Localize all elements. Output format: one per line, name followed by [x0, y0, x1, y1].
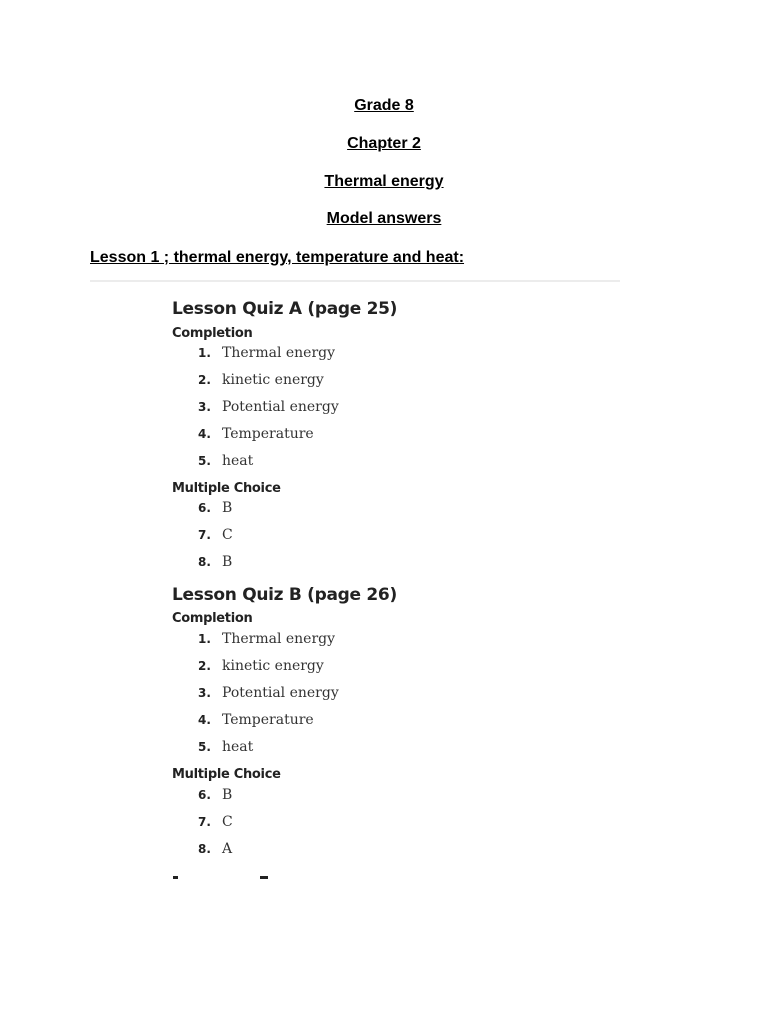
cut-off-text-fragment	[173, 876, 178, 879]
quiz-b-completion-item	[198, 656, 324, 676]
quiz-a-mc-item	[198, 552, 232, 572]
item-answer: Potential energy	[222, 685, 339, 701]
quiz-b-completion-item	[198, 710, 314, 730]
item-number: 1.	[198, 632, 211, 646]
quiz-b-completion-label: Completion	[172, 611, 253, 626]
grade-heading: Grade 8	[354, 97, 414, 114]
item-answer: Temperature	[222, 712, 314, 728]
quiz-a-completion-label: Completion	[172, 326, 253, 341]
quiz-b-multiple-choice-label: Multiple Choice	[172, 767, 281, 782]
cut-off-text-fragment	[260, 876, 268, 879]
item-answer: C	[222, 814, 233, 830]
quiz-a-completion-item	[198, 397, 339, 417]
model-answers-heading: Model answers	[326, 210, 442, 227]
scanned-answer-image	[90, 280, 620, 890]
item-number: 5.	[198, 740, 211, 754]
quiz-b-completion-item	[198, 683, 339, 703]
quiz-b-mc-item	[198, 785, 232, 805]
scan-edge-line	[90, 280, 620, 282]
item-answer: A	[222, 841, 233, 857]
quiz-b-title: Lesson Quiz B (page 26)	[172, 585, 397, 605]
quiz-a-completion-item	[198, 370, 324, 390]
item-answer: kinetic energy	[222, 658, 324, 674]
item-number: 6.	[198, 788, 211, 802]
item-answer: kinetic energy	[222, 372, 324, 388]
item-answer: heat	[222, 453, 254, 469]
chapter-heading: Chapter 2	[347, 135, 421, 152]
quiz-a-completion-item	[198, 451, 253, 471]
item-number: 7.	[198, 815, 211, 829]
item-number: 1.	[198, 346, 211, 360]
item-answer: B	[222, 554, 233, 570]
item-answer: heat	[222, 739, 254, 755]
item-answer: B	[222, 787, 233, 803]
quiz-a-mc-item	[198, 498, 232, 518]
quiz-a-mc-item	[198, 525, 233, 545]
lesson-title: Lesson 1 ; thermal energy, temperature and heat:	[90, 249, 465, 266]
item-answer: Thermal energy	[222, 345, 336, 361]
item-number: 4.	[198, 713, 211, 727]
item-number: 3.	[198, 686, 211, 700]
item-number: 7.	[198, 528, 211, 542]
quiz-a-completion-item	[198, 424, 314, 444]
item-answer: C	[222, 527, 233, 543]
item-answer: Potential energy	[222, 399, 339, 415]
quiz-b-completion-item	[198, 629, 335, 649]
item-number: 3.	[198, 400, 211, 414]
item-number: 6.	[198, 501, 211, 515]
item-number: 5.	[198, 454, 211, 468]
quiz-b-completion-item	[198, 737, 253, 757]
item-number: 2.	[198, 659, 211, 673]
item-answer: Temperature	[222, 426, 314, 442]
item-answer: B	[222, 500, 233, 516]
item-number: 2.	[198, 373, 211, 387]
quiz-b-mc-item	[198, 839, 232, 859]
item-answer: Thermal energy	[222, 631, 336, 647]
item-number: 4.	[198, 427, 211, 441]
quiz-a-title: Lesson Quiz A (page 25)	[172, 299, 398, 319]
quiz-a-multiple-choice-label: Multiple Choice	[172, 481, 281, 496]
item-number: 8.	[198, 842, 211, 856]
quiz-b-mc-item	[198, 812, 233, 832]
quiz-a-completion-item	[198, 343, 335, 363]
item-number: 8.	[198, 555, 211, 569]
topic-heading: Thermal energy	[324, 173, 444, 190]
